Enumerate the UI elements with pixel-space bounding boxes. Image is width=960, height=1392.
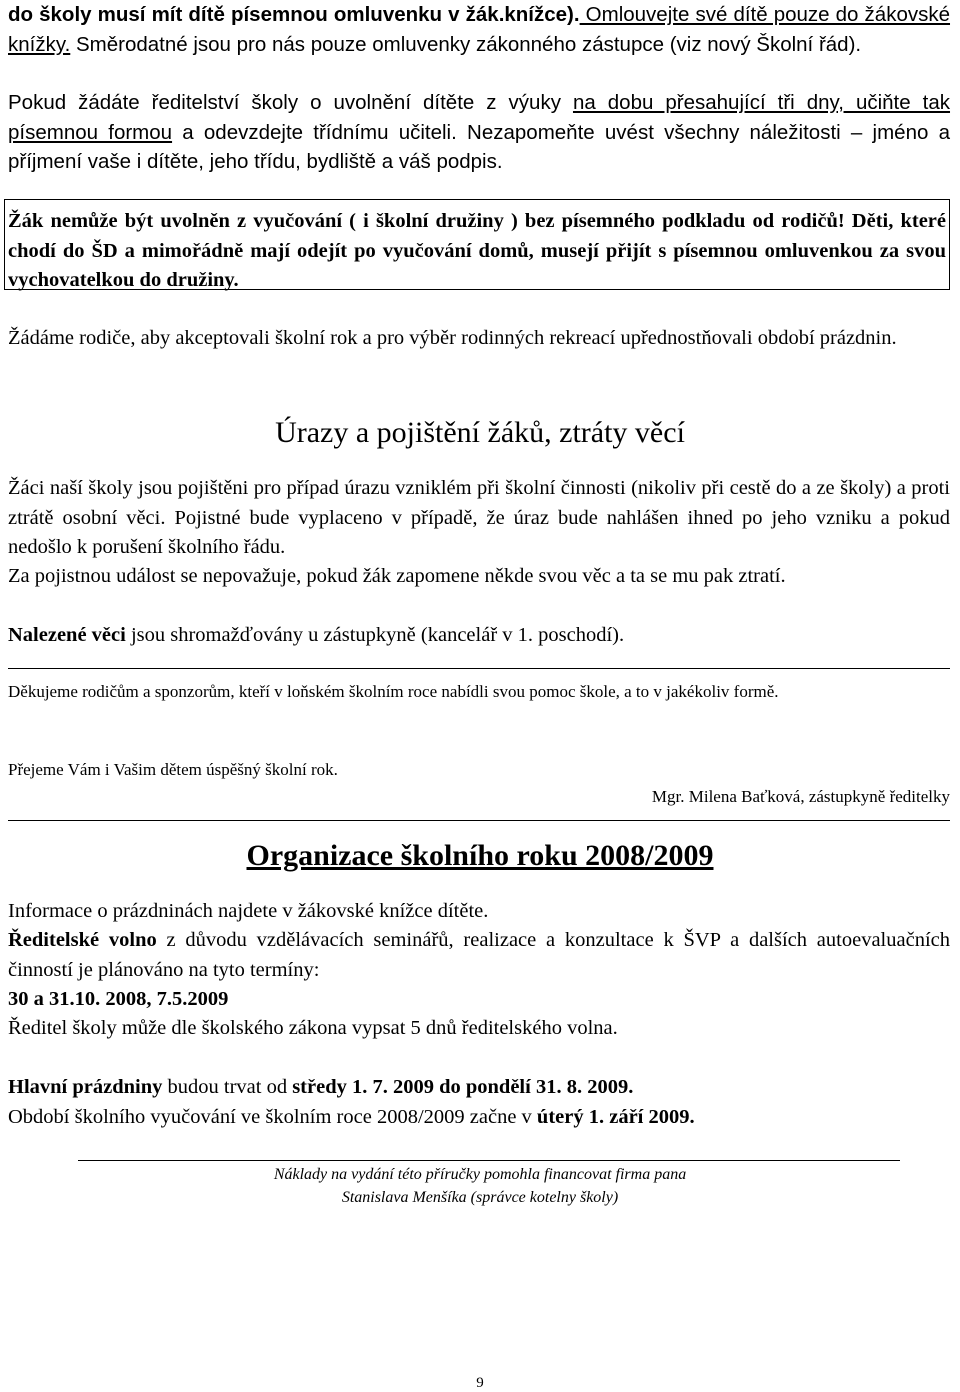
absence-line1-bold: do školy musí mít dítě písemnou omluvenku v žák.knížce).: [8, 3, 580, 26]
leave-dates: 30 a 31.10. 2008, 7.5.2009: [8, 988, 229, 1010]
wishes-paragraph: Přejeme Vám i Vašim dětem úspěšný školní rok.: [8, 760, 338, 779]
thanks-paragraph: Děkujeme rodičům a sponzorům, kteří v loňském školním roce nabídli svou pomoc škole, a to v jakékoliv formě.: [8, 682, 779, 701]
absence-rule: Směrodatné jsou pro nás pouze omluvenky zákonného zástupce (viz nový Školní řád).: [70, 32, 862, 56]
school-year-start-date: úterý 1. září 2009.: [536, 1106, 695, 1128]
director-leave-label: Ředitelské volno: [8, 929, 157, 951]
injuries-exclusion-paragraph: Za pojistnou událost se nepovažuje, pokud žák zapomene někde svou věc a ta se mu pak ztratí.: [8, 565, 786, 587]
release-handover: a odevzdejte třídnímu učiteli.: [172, 120, 457, 144]
page-number: 9: [476, 1375, 484, 1391]
injuries-paragraph: Žáci naší školy jsou pojištěni pro případ úrazu vzniklém při školní činnosti (nikoliv při cestě do a ze školy) a proti ztrátě osobní věci. Pojistné bude vyplaceno v případě, že úraz bude nahlášen ihned po jeho vzniku a pokud nedošlo k porušení školního řádu.: [8, 477, 950, 558]
release-intro: Pokud žádáte ředitelství školy o uvolnění dítěte z výuky: [8, 91, 573, 114]
main-holidays-line: [8, 1073, 950, 1103]
organization-info-line: Informace o prázdninách najdete v žákovské knížce dítěte.: [8, 900, 489, 922]
injuries-heading: Úrazy a pojištění žáků, ztráty věcí: [275, 416, 685, 449]
absence-underlined: Omlouvejte své dítě pouze do žákovské knížky.: [8, 3, 951, 56]
signature: Mgr. Milena Baťková, zástupkyně ředitelky: [651, 787, 950, 806]
holiday-request-paragraph: Žádáme rodiče, aby akceptovali školní rok a pro výběr rodinných rekreací upřednostňovali období prázdnin.: [8, 327, 897, 349]
main-holidays-label: Hlavní prázdniny: [8, 1076, 163, 1098]
main-holidays-mid: budou trvat od: [162, 1076, 293, 1098]
organization-heading: Organizace školního roku 2008/2009: [246, 839, 714, 872]
release-details: Nezapomeňte uvést všechny náležitosti – jméno a příjmení vaše i dítěte, jeho třídu, bydliště a váš podpis.: [8, 120, 950, 173]
lost-items-label: Nalezené věci: [8, 624, 126, 646]
director-leave-text: z důvodu vzdělávacích seminářů, realizace a konzultace k ŠVP a dalších autoevaluačních činností je plánováno na tyto termíny:: [8, 929, 950, 981]
notice-text: Žák nemůže být uvolněn z vyučování ( i školní družiny ) bez písemného podkladu od rodičů! Děti, které chodí do ŠD a mimořádně mají odejít po vyučování domů, musejí přijít s písemnou omluvenkou za svou vychovatelkou do družiny.: [8, 210, 946, 291]
divider-bottom: [8, 820, 950, 821]
lost-items-text: jsou shromažďovány u zástupkyně (kancelář v 1. poschodí).: [125, 624, 625, 646]
lost-items-paragraph: [8, 621, 950, 651]
director-leave-rule: Ředitel školy může dle školského zákona vypsat 5 dnů ředitelského volna.: [8, 1017, 618, 1039]
release-paragraph: [8, 88, 950, 177]
director-leave-paragraph: [8, 926, 950, 985]
school-year-start-line: [8, 1103, 950, 1133]
release-underlined: na dobu přesahující tři dny, učiňte tak písemnou formou: [8, 91, 951, 144]
sponsor-note-line1: Náklady na vydání této příručky pomohla financovat firma pana: [273, 1166, 687, 1183]
divider-top: [8, 668, 950, 669]
absence-paragraph: [8, 0, 950, 59]
sponsor-note-line2: Stanislava Menšíka (správce kotelny školy): [341, 1189, 619, 1206]
footer-rule: [78, 1160, 900, 1161]
main-holidays-dates: středy 1. 7. 2009 do pondělí 31. 8. 2009.: [292, 1076, 634, 1098]
school-year-start-text: Období školního vyučování ve školním roce 2008/2009 začne v: [8, 1106, 537, 1128]
